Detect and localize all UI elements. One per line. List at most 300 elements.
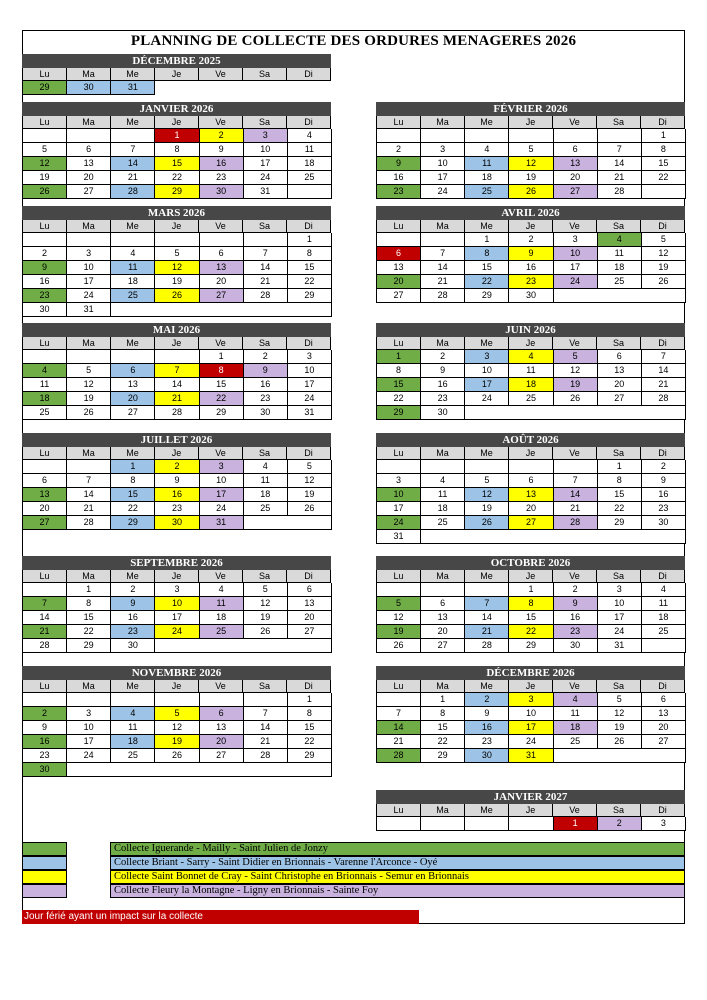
day-grid [22,81,331,95]
day-cell: 2 [598,817,642,831]
month-title: JUILLET 2026 [22,433,331,447]
day-cell: 21 [598,171,642,185]
day-cell: 10 [288,364,332,378]
day-cell: 25 [111,749,155,763]
day-cell: 4 [642,583,686,597]
day-cell: 26 [23,185,67,199]
month-title: DÉCEMBRE 2025 [22,54,331,68]
empty-cell [155,350,199,364]
weekday-label: Sa [597,570,641,583]
day-cell: 18 [111,275,155,289]
day-cell: 9 [200,143,244,157]
day-cell: 2 [554,583,598,597]
weekday-label: Me [465,337,509,350]
day-cell: 16 [421,378,465,392]
day-cell: 9 [23,261,67,275]
day-cell: 15 [288,261,332,275]
weekday-label: Sa [597,116,641,129]
weekday-label: Ve [553,220,597,233]
weekday-label: Di [287,570,331,583]
day-cell: 1 [155,129,199,143]
day-cell: 12 [642,247,686,261]
day-cell: 22 [598,502,642,516]
empty-cell [421,583,465,597]
day-cell: 4 [288,129,332,143]
day-cell: 1 [111,460,155,474]
day-cell: 29 [288,289,332,303]
day-cell: 13 [288,597,332,611]
empty-cell [377,583,421,597]
day-cell: 9 [155,474,199,488]
weekday-label: Ve [199,447,243,460]
day-cell: 10 [598,597,642,611]
weekday-label: Je [509,337,553,350]
day-cell: 16 [155,488,199,502]
day-cell: 2 [23,247,67,261]
empty-cell [23,233,67,247]
day-cell: 6 [23,474,67,488]
day-cell: 19 [377,625,421,639]
day-cell: 15 [598,488,642,502]
weekday-label: Je [509,680,553,693]
day-cell: 7 [23,597,67,611]
day-grid [376,693,685,763]
empty-cell [23,460,67,474]
weekday-label: Di [287,680,331,693]
day-cell: 5 [288,460,332,474]
empty-cell [377,233,421,247]
day-cell: 30 [421,406,465,420]
weekday-label: Di [641,680,685,693]
empty-cell [465,406,686,420]
weekday-label: Sa [243,337,287,350]
day-cell: 3 [67,247,111,261]
day-cell: 3 [598,583,642,597]
weekday-label: Ma [67,447,111,460]
day-cell: 16 [465,721,509,735]
day-grid [22,350,331,420]
empty-cell [23,693,67,707]
day-cell: 11 [421,488,465,502]
day-cell: 10 [421,157,465,171]
day-cell: 3 [244,129,288,143]
day-cell: 3 [465,350,509,364]
weekday-label: Je [509,220,553,233]
day-cell: 25 [509,392,553,406]
day-cell: 20 [554,171,598,185]
day-cell: 13 [23,488,67,502]
empty-cell [244,693,288,707]
day-cell: 4 [111,707,155,721]
day-grid [22,129,331,199]
day-cell: 29 [111,516,155,530]
day-cell: 25 [288,171,332,185]
weekday-row [22,680,331,693]
day-cell: 22 [111,502,155,516]
day-cell: 13 [642,707,686,721]
day-cell: 23 [23,749,67,763]
day-cell: 30 [642,516,686,530]
day-cell: 23 [377,185,421,199]
legend-swatch [22,884,67,898]
day-cell: 18 [642,611,686,625]
day-cell: 13 [421,611,465,625]
day-cell: 21 [465,625,509,639]
day-cell: 7 [598,143,642,157]
legend-label: Collecte Fleury la Montagne - Ligny en Brionnais - Sainte Foy [110,884,685,898]
weekday-label: Di [287,447,331,460]
month-title: AOÛT 2026 [376,433,685,447]
weekday-label: Ve [199,116,243,129]
day-cell: 20 [642,721,686,735]
day-cell: 18 [554,721,598,735]
day-cell: 14 [642,364,686,378]
month-block [22,206,331,317]
day-cell: 25 [200,625,244,639]
day-cell: 31 [598,639,642,653]
weekday-label: Sa [243,570,287,583]
day-cell: 31 [509,749,553,763]
month-block [376,666,685,763]
day-cell: 11 [111,721,155,735]
day-cell: 5 [377,597,421,611]
weekday-label: Sa [597,337,641,350]
day-cell: 21 [244,735,288,749]
day-cell: 8 [288,707,332,721]
weekday-label: Sa [243,116,287,129]
weekday-label: Me [111,116,155,129]
empty-cell [421,460,465,474]
day-cell: 19 [23,171,67,185]
day-cell: 22 [155,171,199,185]
day-cell: 6 [642,693,686,707]
day-cell: 30 [111,639,155,653]
page-title: PLANNING DE COLLECTE DES ORDURES MENAGERES 2026 [130,33,577,49]
day-cell: 3 [155,583,199,597]
day-cell: 19 [554,378,598,392]
day-cell: 3 [67,707,111,721]
weekday-label: Ma [67,116,111,129]
day-cell: 12 [554,364,598,378]
day-cell: 7 [421,247,465,261]
weekday-label: Sa [243,68,287,81]
weekday-label: Me [111,447,155,460]
day-cell: 26 [554,392,598,406]
day-cell: 21 [111,171,155,185]
day-cell: 12 [598,707,642,721]
day-cell: 1 [421,693,465,707]
empty-cell [111,693,155,707]
day-cell: 28 [23,639,67,653]
day-cell: 30 [465,749,509,763]
day-cell: 29 [200,406,244,420]
day-cell: 7 [155,364,199,378]
day-grid [22,693,331,777]
month-title: JUIN 2026 [376,323,685,337]
day-cell: 25 [642,625,686,639]
day-cell: 12 [67,378,111,392]
empty-cell [465,583,509,597]
weekday-label: Ve [553,337,597,350]
day-cell: 10 [155,597,199,611]
day-cell: 25 [598,275,642,289]
weekday-row [376,680,685,693]
day-cell: 10 [554,247,598,261]
weekday-label: Di [287,220,331,233]
day-cell: 4 [23,364,67,378]
day-cell: 30 [509,289,553,303]
day-cell: 21 [377,735,421,749]
day-grid [376,583,685,653]
weekday-label: Je [155,220,199,233]
day-cell: 21 [23,625,67,639]
day-cell: 29 [67,639,111,653]
day-cell: 28 [377,749,421,763]
weekday-label: Me [465,680,509,693]
day-grid [376,129,685,199]
weekday-label: Lu [23,680,67,693]
day-cell: 5 [23,143,67,157]
day-cell: 23 [465,735,509,749]
weekday-label: Lu [377,570,421,583]
day-cell: 27 [421,639,465,653]
day-cell: 22 [465,275,509,289]
day-cell: 15 [200,378,244,392]
day-cell: 2 [111,583,155,597]
day-cell: 26 [465,516,509,530]
day-cell: 9 [244,364,288,378]
month-title: JANVIER 2027 [376,790,685,804]
day-cell: 28 [642,392,686,406]
day-cell: 17 [554,261,598,275]
month-title: MAI 2026 [22,323,331,337]
weekday-label: Di [641,337,685,350]
month-block [22,54,331,95]
weekday-row [22,68,331,81]
day-cell: 11 [642,597,686,611]
day-cell: 9 [23,721,67,735]
weekday-row [376,337,685,350]
day-cell: 26 [155,289,199,303]
weekday-label: Lu [23,570,67,583]
day-cell: 19 [244,611,288,625]
day-grid [376,460,685,544]
day-cell: 26 [67,406,111,420]
day-cell: 29 [421,749,465,763]
day-cell: 10 [244,143,288,157]
day-cell: 17 [421,171,465,185]
day-cell: 1 [554,817,598,831]
day-cell: 17 [67,275,111,289]
day-grid [22,583,331,653]
weekday-label: Di [641,116,685,129]
day-cell: 15 [509,611,553,625]
empty-cell [642,185,686,199]
empty-cell [67,763,332,777]
weekday-label: Ma [421,220,465,233]
weekday-label: Ma [421,680,465,693]
day-cell: 27 [67,185,111,199]
day-cell: 16 [377,171,421,185]
weekday-label: Sa [597,680,641,693]
day-cell: 11 [200,597,244,611]
day-cell: 26 [509,185,553,199]
day-cell: 1 [465,233,509,247]
day-cell: 2 [642,460,686,474]
weekday-label: Di [641,220,685,233]
month-block [376,433,685,544]
day-cell: 29 [155,185,199,199]
legend-label: Collecte Briant - Sarry - Saint Didier en Brionnais - Varenne l'Arconce - Oyé [110,856,685,870]
day-cell: 23 [111,625,155,639]
day-cell: 7 [377,707,421,721]
empty-cell [111,350,155,364]
weekday-label: Je [509,447,553,460]
day-cell: 18 [200,611,244,625]
day-cell: 17 [200,488,244,502]
month-block [22,433,331,530]
day-cell: 9 [465,707,509,721]
day-cell: 24 [598,625,642,639]
day-cell: 17 [509,721,553,735]
day-cell: 6 [377,247,421,261]
empty-cell [23,350,67,364]
month-block [376,102,685,199]
day-cell: 10 [377,488,421,502]
day-cell: 14 [111,157,155,171]
empty-cell [23,583,67,597]
weekday-label: Ma [67,220,111,233]
day-cell: 17 [598,611,642,625]
day-cell: 21 [554,502,598,516]
day-cell: 22 [200,392,244,406]
legend-swatch [22,842,67,856]
day-cell: 20 [598,378,642,392]
day-cell: 12 [288,474,332,488]
day-cell: 26 [155,749,199,763]
day-cell: 13 [111,378,155,392]
day-cell: 21 [67,502,111,516]
empty-cell [377,129,421,143]
day-cell: 22 [377,392,421,406]
empty-cell [111,129,155,143]
weekday-label: Me [465,116,509,129]
weekday-label: Je [155,337,199,350]
day-cell: 27 [554,185,598,199]
weekday-label: Ve [199,68,243,81]
empty-cell [421,817,465,831]
day-grid [22,460,331,530]
day-cell: 31 [67,303,111,317]
empty-cell [200,693,244,707]
day-cell: 16 [23,275,67,289]
day-cell: 8 [67,597,111,611]
day-cell: 30 [67,81,111,95]
day-cell: 6 [509,474,553,488]
day-grid [376,817,685,831]
empty-cell [155,233,199,247]
day-cell: 7 [244,707,288,721]
holiday-legend: Jour férié ayant un impact sur la collecte [22,910,419,924]
day-cell: 13 [200,261,244,275]
month-block [376,206,685,303]
day-cell: 29 [598,516,642,530]
day-cell: 5 [155,707,199,721]
day-cell: 28 [155,406,199,420]
day-cell: 31 [111,81,155,95]
weekday-label: Di [641,570,685,583]
day-cell: 16 [200,157,244,171]
day-cell: 18 [598,261,642,275]
day-cell: 17 [288,378,332,392]
day-cell: 17 [377,502,421,516]
day-cell: 24 [155,625,199,639]
day-cell: 15 [377,378,421,392]
weekday-label: Je [509,116,553,129]
weekday-row [376,220,685,233]
day-cell: 10 [67,721,111,735]
empty-cell [377,817,421,831]
day-cell: 2 [23,707,67,721]
day-cell: 5 [244,583,288,597]
weekday-label: Je [155,68,199,81]
weekday-label: Me [111,68,155,81]
weekday-label: Me [465,804,509,817]
day-cell: 27 [111,406,155,420]
month-title: OCTOBRE 2026 [376,556,685,570]
day-cell: 29 [23,81,67,95]
day-cell: 25 [23,406,67,420]
day-cell: 8 [155,143,199,157]
day-cell: 15 [288,721,332,735]
weekday-label: Me [465,220,509,233]
day-cell: 24 [67,289,111,303]
legend-label: Collecte Saint Bonnet de Cray - Saint Christophe en Brionnais - Semur en Brionnais [110,870,685,884]
day-cell: 26 [642,275,686,289]
weekday-label: Ma [421,804,465,817]
day-cell: 1 [288,693,332,707]
day-cell: 21 [155,392,199,406]
day-cell: 21 [421,275,465,289]
day-cell: 27 [200,289,244,303]
day-cell: 3 [421,143,465,157]
day-cell: 19 [598,721,642,735]
day-cell: 5 [67,364,111,378]
day-cell: 31 [377,530,421,544]
day-cell: 15 [155,157,199,171]
empty-cell [465,129,509,143]
day-cell: 15 [642,157,686,171]
day-cell: 22 [642,171,686,185]
day-cell: 22 [288,735,332,749]
day-cell: 24 [465,392,509,406]
weekday-label: Je [509,570,553,583]
empty-cell [554,289,686,303]
weekday-label: Me [465,447,509,460]
day-cell: 31 [200,516,244,530]
day-cell: 6 [554,143,598,157]
weekday-label: Ma [67,570,111,583]
month-title: AVRIL 2026 [376,206,685,220]
day-grid [22,233,331,317]
day-cell: 6 [598,350,642,364]
day-grid [376,233,685,303]
day-cell: 18 [111,735,155,749]
day-cell: 11 [244,474,288,488]
day-cell: 8 [288,247,332,261]
day-cell: 27 [23,516,67,530]
day-cell: 14 [155,378,199,392]
